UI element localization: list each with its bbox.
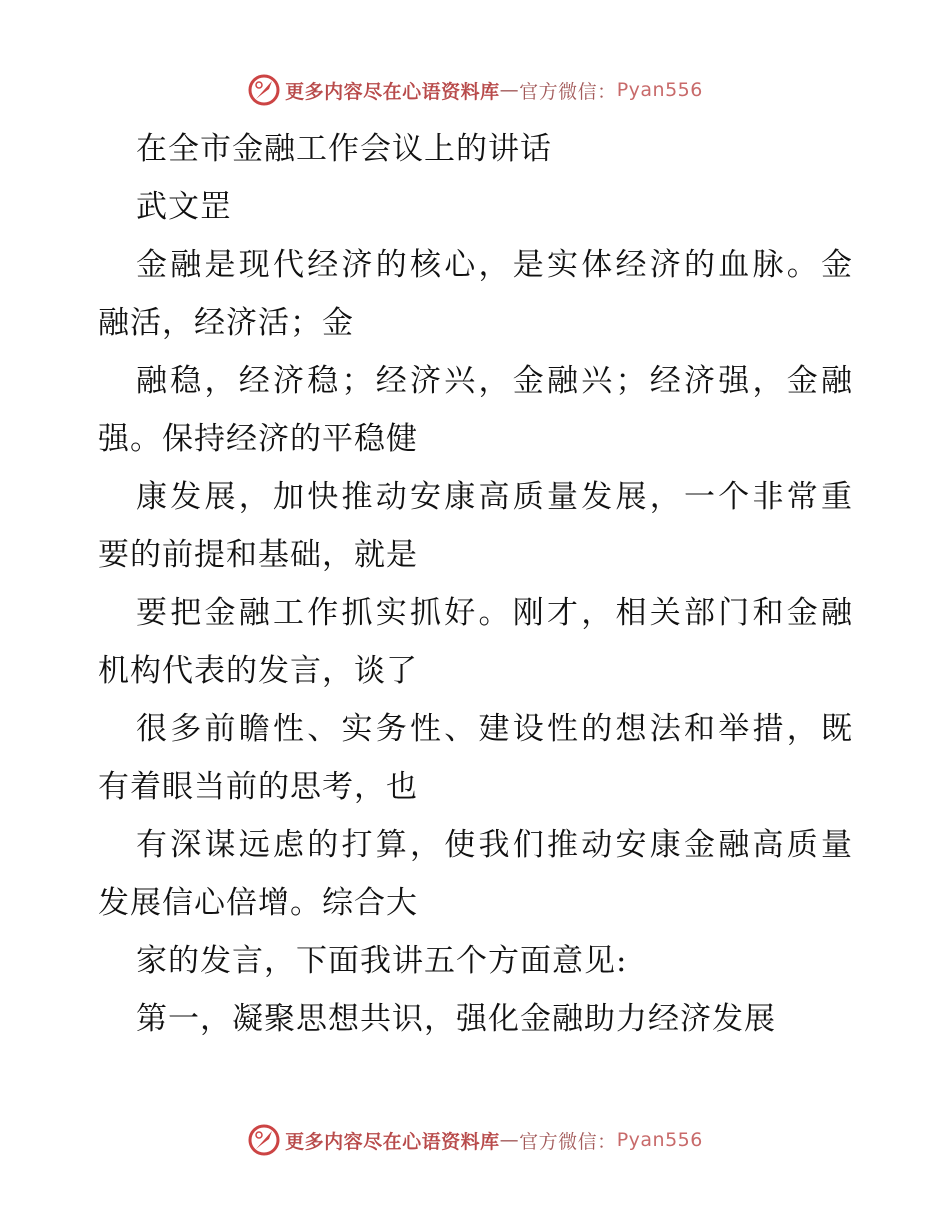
paragraph-line: 有深谋远虑的打算，使我们推动安康金融高质量: [136, 827, 853, 863]
paragraph-line: 要把金融工作抓实抓好。刚才，相关部门和金融: [136, 595, 853, 631]
paragraph-line: 发展信心倍增。综合大: [98, 885, 418, 921]
document-body: [98, 120, 853, 1048]
paragraph-line: 融稳，经济稳；经济兴，金融兴；经济强，金融: [136, 363, 853, 399]
footer-watermark-banner: [0, 1120, 950, 1160]
banner-brand-text: 更多内容尽在心语资料库: [285, 80, 500, 103]
paragraph-line: 融活，经济活；金: [98, 305, 354, 341]
banner-dash: —: [499, 79, 520, 101]
paragraph-line: 康发展，加快推动安康高质量发展，一个非常重: [136, 479, 853, 515]
paragraph-line: 强。保持经济的平稳健: [98, 421, 418, 457]
document-title: 在全市金融工作会议上的讲话: [136, 131, 552, 167]
section-heading: 第一，凝聚思想共识，强化金融助力经济发展: [136, 1001, 776, 1037]
document-author: 武文罡: [136, 189, 232, 225]
banner-brand-text: 更多内容尽在心语资料库: [285, 1130, 500, 1153]
paragraph-line: 家的发言，下面我讲五个方面意见:: [136, 943, 628, 979]
feather-logo-icon: [247, 73, 281, 107]
paragraph-line: 很多前瞻性、实务性、建设性的想法和举措，既: [136, 711, 853, 747]
paragraph-line: 金融是现代经济的核心，是实体经济的血脉。金: [136, 247, 853, 283]
banner-official-label: 官方微信：: [519, 1130, 617, 1153]
paragraph-line: 有着眼当前的思考，也: [98, 769, 418, 805]
banner-dash: —: [499, 1129, 520, 1151]
feather-logo-icon: [247, 1123, 281, 1157]
banner-wechat-id: Pyan556: [616, 79, 703, 101]
header-watermark-banner: [0, 70, 950, 110]
banner-wechat-id: Pyan556: [616, 1129, 703, 1151]
paragraph-line: 机构代表的发言，谈了: [98, 653, 418, 689]
paragraph-line: 要的前提和基础，就是: [98, 537, 418, 573]
banner-official-label: 官方微信：: [519, 80, 617, 103]
